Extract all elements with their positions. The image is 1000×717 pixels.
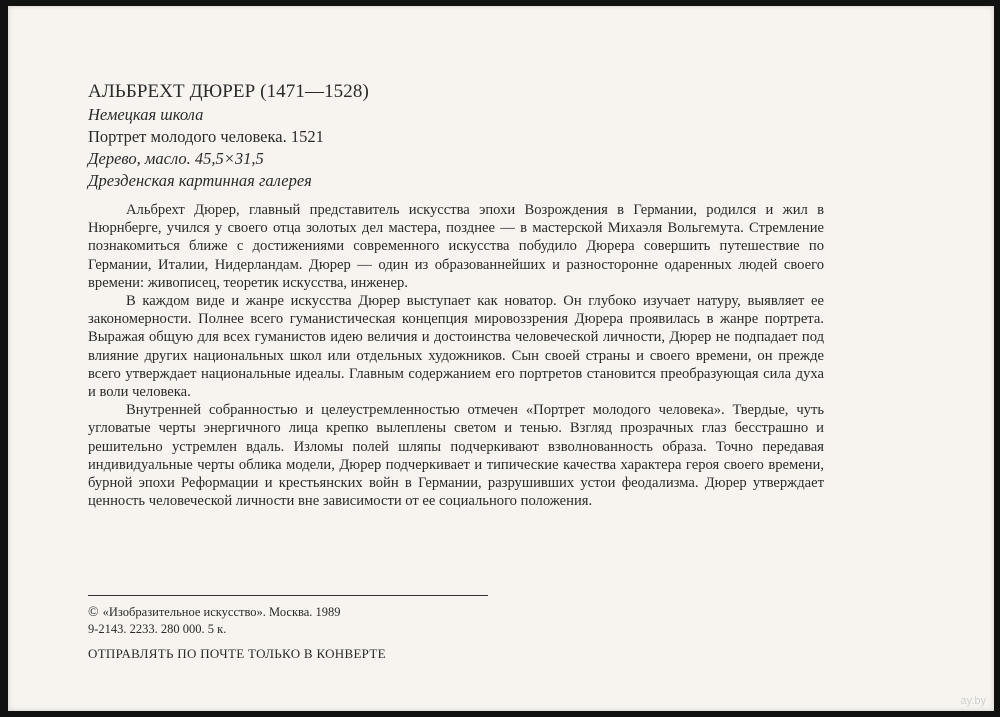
- postcard-back: [8, 6, 994, 711]
- text-block: [88, 80, 824, 510]
- school-line: Немецкая школа: [88, 105, 204, 124]
- artist-title: АЛЬБРЕХТ ДЮРЕР (1471—1528): [88, 81, 369, 102]
- paragraph: Альбрехт Дюрер, главный представитель искусства эпохи Возрождения в Германии, родился и жил в Нюрнберге, учился у своего отца золотых дел мастера, позднее — в мастерской Михаэля Вольгемута. Стремление познакомиться ближе с достижениями современного искусства побудило Дюрера совершить путешествие по Германии, Италии, Нидерландам. Дюрер — один из образованнейших и разносторонне одаренных людей своего времени: живописец, теоретик искусства, инженер.: [88, 202, 824, 291]
- paragraph: Внутренней собранностью и целеустремленностью отмечен «Портрет молодого человека». Твердые, чуть угловатые черты энергичного лица крепко вылеплены светом и тенью. Взгляд прозрачных глаз бесстрашно и решительно устремлен вдаль. Изломы полей шляпы подчеркивают взволнованность образа. Точно передавая индивидуальные черты облика модели, Дюрер подчеркивает и типические качества характера героя своего времени, бурной эпохи Реформации и крестьянских войн в Германии, разрушивших устои феодализма. Дюрер утверждает ценность человеческой личности вне зависимости от ее социального положения.: [88, 402, 824, 510]
- watermark: ay.by: [960, 695, 986, 707]
- gallery-line: Дрезденская картинная галерея: [88, 171, 312, 190]
- description: [88, 201, 824, 510]
- mailing-note: ОТПРАВЛЯТЬ ПО ПОЧТЕ ТОЛЬКО В КОНВЕРТЕ: [88, 646, 386, 661]
- catalog-line: 9-2143. 2233. 280 000. 5 к.: [88, 622, 227, 636]
- painting-title: Портрет молодого человека. 1521: [88, 127, 324, 146]
- publisher-line: [88, 604, 341, 621]
- publisher-text: «Изобразительное искусство». Москва. 1989: [102, 605, 341, 619]
- divider: [88, 595, 488, 596]
- copyright-icon: ©: [88, 605, 99, 620]
- paragraph: В каждом виде и жанре искусства Дюрер выступает как новатор. Он глубоко изучает натуру, выявляет ее закономерности. Полнее всего гуманистическая концепция мировоззрения Дюрера проявилась в жанре портрета. Выражая общую для всех гуманистов идею величия и достоинства человеческой личности, Дюрер не подпадает под влияние других национальных школ или отдельных художников. Сын своей страны и своего времени, он прежде всего утверждает национальные идеалы. Главным содержанием его портретов становится преобразующая сила духа и воли человека.: [88, 293, 824, 401]
- medium-line: Дерево, масло. 45,5×31,5: [88, 149, 264, 168]
- publisher-info: [88, 604, 341, 638]
